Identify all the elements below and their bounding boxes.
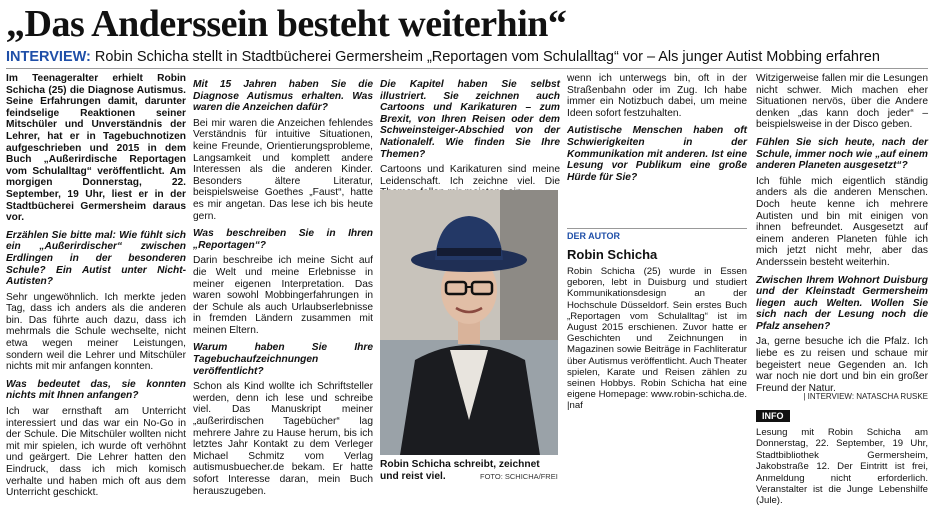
interview-answer: Sehr ungewöhnlich. Ich merkte jeden Tag, dass ich anders als die anderen bin. Das führte auch dazu, dass ich mehrmals die Schule wechselte, nicht etwa wegen meiner Leistungen, sondern weil die Lehrer und Mitschüler nichts mit mir anfangen konnten.	[6, 291, 186, 373]
author-box-rule	[567, 228, 747, 229]
interview-answer: wenn ich unterwegs bin, oft in der Straßenbahn oder im Zug. Ich habe immer ein Notizbuch dabei, um meine Ideen sofort festzuhalten.	[567, 73, 747, 119]
info-box	[756, 406, 928, 507]
author-box-tag: DER AUTOR	[567, 231, 621, 241]
interview-answer: Darin beschreibe ich meine Sicht auf die Welt und meine Erlebnisse in meiner eigenen Interpretation. Das waren sowohl Mobbingerfahrungen in der Schule als auch Urlaubserlebnisse in fremden Ländern zusammen mit meinen Eltern.	[193, 255, 373, 336]
interview-answer: Schon als Kind wollte ich Schriftsteller werden, denn ich lese und schreibe viel. Das Manuskript meiner „außerirdischen Tagebücher“ lag mehrere Jahre zu Hause herum, bis ich letztes Jahr Kontakt zu dem Verleger Michael Schmitz vom Verlag autismusbuecher.de bekam. Er hatte sofort Interesse daran, mein Buch herauszugeben.	[193, 381, 373, 497]
interviewer-credit: | INTERVIEW: NATASCHA RUSKE	[803, 392, 928, 401]
interview-answer: Ja, gerne besuche ich die Pfalz. Ich liebe es zu reisen und schaue mir begeistert neue Gegenden an. Ich war noch nie dort und bin ein großer Freund der Natur.	[756, 336, 928, 394]
info-box-text: Lesung mit Robin Schicha am Donnerstag, 22. September, 19 Uhr, Stadtbibliothek Germersheim, Jakobstraße 12. Der Eintritt ist frei, Anmeldung nicht erforderlich. Veranstalter ist die Junge Lebenshilfe (Jule).	[756, 427, 928, 507]
column-3	[380, 73, 560, 203]
subline-text: Robin Schicha stellt in Stadtbücherei Germersheim „Reportagen vom Schulalltag“ vor – Als junger Autist Mobbing erfahren	[94, 49, 880, 65]
column-1	[6, 73, 186, 503]
interview-question: Was bedeutet das, sie konnten nichts mit Ihnen anfangen?	[6, 378, 186, 402]
interview-answer: Bei mir waren die Anzeichen fehlendes Verständnis für intuitive Situationen, keine Freunde, Orientierungsprobleme, Langsamkeit und komplett andere Interessen als die anderen Kinder. Besonders ältere Literatur, beispielsweise Goethes „Faust“, hatte es mir angetan. Das lese ich bis heute gern.	[193, 117, 373, 222]
interview-question: Zwischen Ihrem Wohnort Duisburg und der Kleinstadt Germersheim liegen auch Welten. Wollen Sie sich nach der Lesung noch die Pfalz ansehen?	[756, 274, 928, 332]
photo-caption-text: Robin Schicha schreibt, zeichnet und reist viel.	[380, 459, 540, 482]
author-box-name: Robin Schicha	[567, 247, 658, 262]
interview-question: Mit 15 Jahren haben Sie die Diagnose Autismus erhalten. Was waren die Anzeichen dafür?	[193, 79, 373, 114]
interview-question: Warum haben Sie Ihre Tagebuchaufzeichnungen veröffentlicht?	[193, 342, 373, 377]
interview-answer: Ich fühle mich eigentlich ständig anders als die anderen Menschen. Doch heute kenne ich mehrere Autisten und bin mit einigen von ihnen befreundet. Ausgesetzt auf einem anderen Planeten fühle ich mich jetzt nicht mehr, aber das Anderssein besteht weiterhin.	[756, 175, 928, 268]
column-4	[567, 73, 747, 187]
column-5	[756, 73, 928, 398]
info-box-tag: INFO	[756, 410, 790, 422]
interview-question: Autistische Menschen haben oft Schwierigkeiten in der Kommunikation mit anderen. Ist eine Lesung vor Publikum eine große Hürde für Sie?	[567, 125, 747, 183]
headline: „Das Anderssein besteht weiterhin“	[6, 3, 567, 45]
author-photo	[380, 190, 558, 455]
article-lead: Im Teenageralter erhielt Robin Schicha (25) die Diagnose Autismus. Seine Erfahrungen damit, darunter feindselige Reaktionen seiner Mitschüler und Unverständnis der Lehrer, hat er in Tagebuchnotizen aufgeschrieben und 2015 in dem Buch „Außerirdische Reportagen vom Schulalltag“ veröffentlicht. Am morgigen Donnerstag, 22. September, 19 Uhr, liest er in der Stadtbücherei Germersheim daraus vor.	[6, 73, 186, 224]
author-box	[567, 228, 747, 412]
interview-answer: Witzigerweise fallen mir die Lesungen nicht schwer. Mich machen eher Situationen nervös, über die Andere denken „das kann doch jeder“ – beispielsweise in der Disco geben.	[756, 73, 928, 131]
interview-question: Fühlen Sie sich heute, nach der Schule, immer noch wie „auf einem anderen Planeten ausgesetzt“?	[756, 136, 928, 172]
subline-kicker: INTERVIEW:	[6, 49, 91, 65]
subline	[6, 48, 926, 66]
interview-question: Erzählen Sie bitte mal: Wie fühlt sich ein „Außerirdischer“ zwischen Erdlingen in der besonderen Schule? Ein Autist unter Nicht-Autisten?	[6, 229, 186, 288]
author-box-text: Robin Schicha (25) wurde in Essen geboren, lebt in Duisburg und studiert Kommunikationsdesign an der Hochschule Düsseldorf. Sein erstes Buch „Reportagen vom Schulalltag“ ist im August 2015 erschienen. Zuvor hatte er Geschichten und Zeichnungen in Magazinen sowie Beiträge in Fachliteratur über Autismus veröffentlicht. Auch Theater spielen, Karate und Reisen zählen zu seinen Hobbys. Robin Schicha hat eine eigene Homepage: www.robin-schicha.de. |naf	[567, 266, 747, 412]
interview-answer: Ich war ernsthaft am Unterricht interessiert und das war ein No-Go in der Schule. Die Mitschüler wollten nicht mit mir spielen, ich wurde oft verhöhnt und geärgert. Die Lehrer hatten den Eindruck, dass ich mich komisch verhalte und haben mich oft aus dem Unterricht geschickt.	[6, 406, 186, 499]
photo-credit: FOTO: SCHICHA/FREI	[480, 472, 558, 481]
interview-answer: Cartoons und Karikaturen sind meine Leidenschaft. Ich zeichne viel. Die	[380, 164, 560, 187]
interview-question: Die Kapitel haben Sie selbst illustriert. Sie zeichnen auch Cartoons und Karikaturen – zum Brexit, von Ihren Reisen oder dem Schweinsteiger-Abschied von der Nationalelf. Wie finden Sie Ihre Themen?	[380, 79, 560, 160]
column-2	[193, 73, 373, 501]
header-rule	[6, 68, 928, 69]
interview-question: Was beschreiben Sie in Ihren „Reportagen“?	[193, 228, 373, 251]
author-photo-illustration	[380, 190, 558, 455]
